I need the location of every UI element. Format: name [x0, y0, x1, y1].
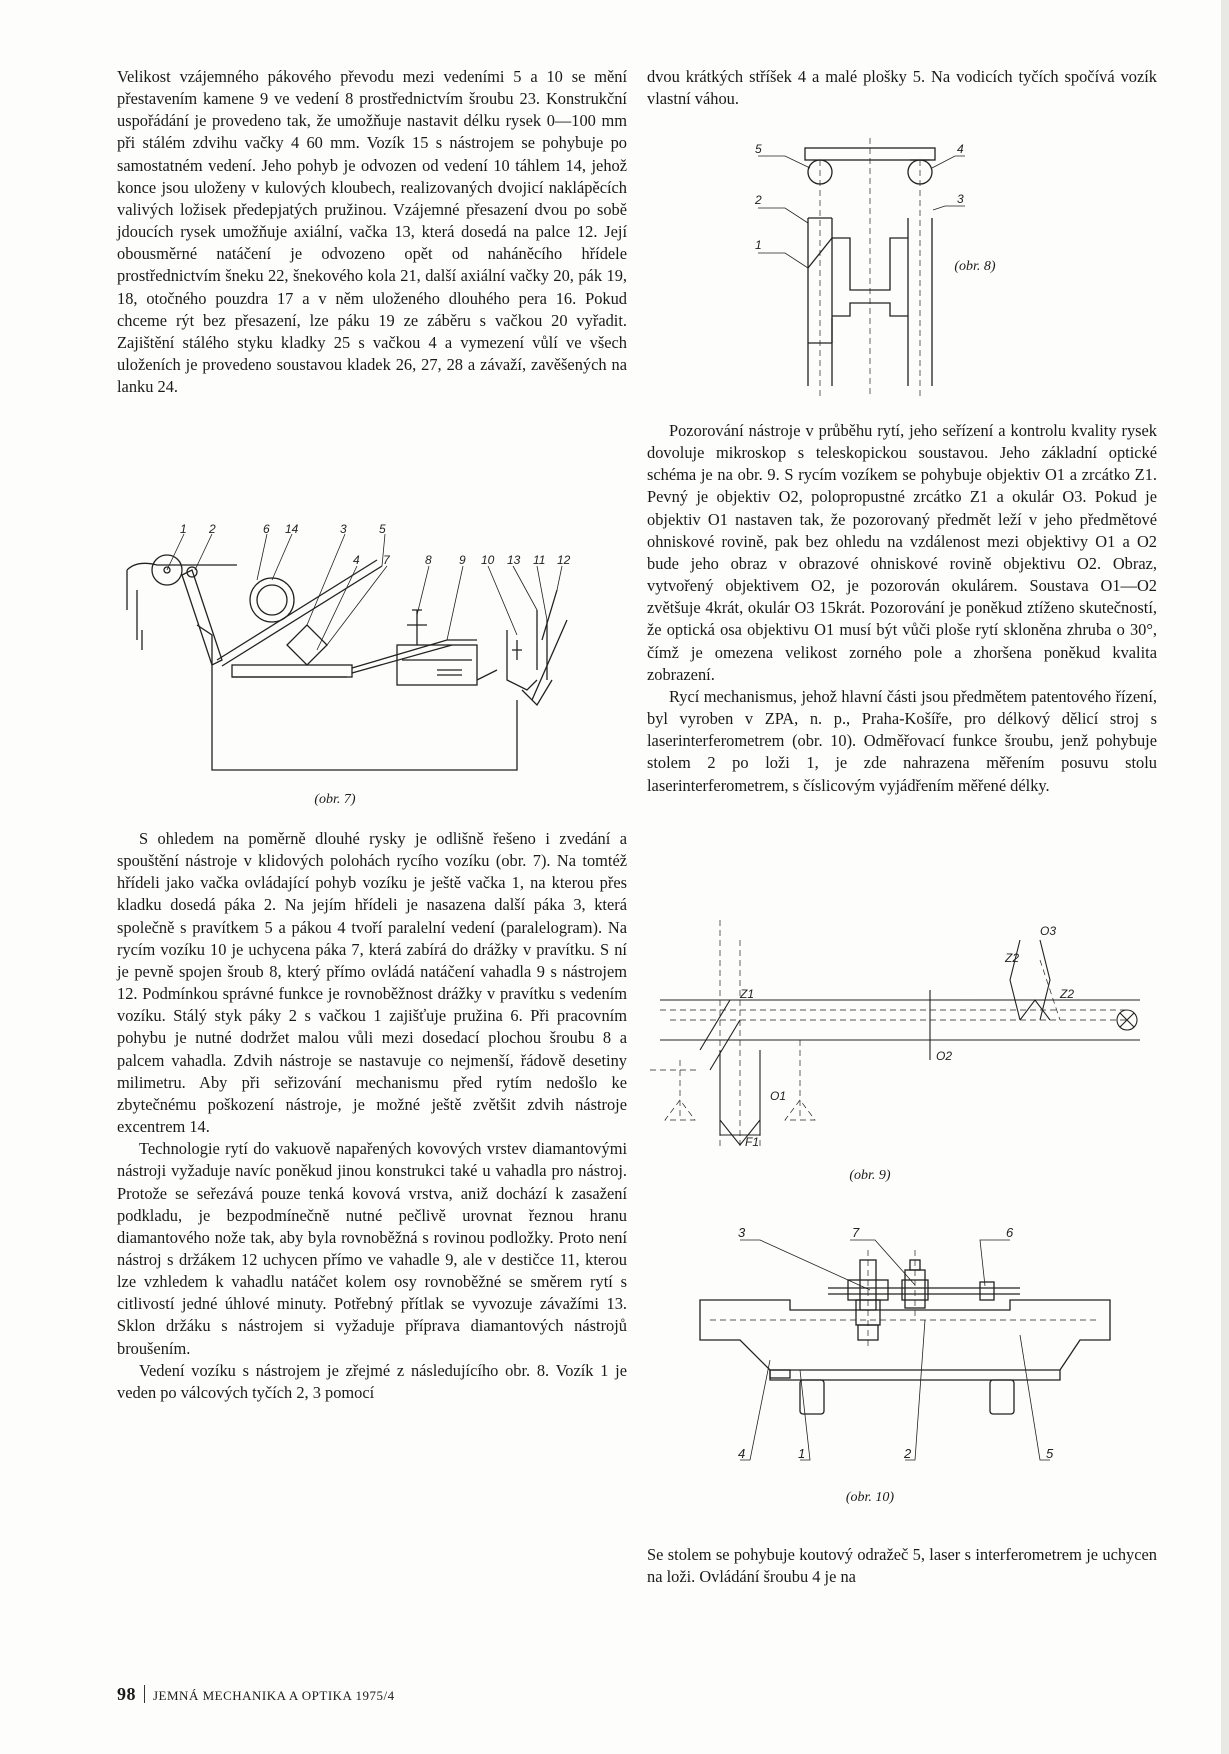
fig8-label-3: 3 [957, 192, 964, 206]
fig10-label-4: 4 [738, 1446, 746, 1461]
left-paragraph-4: Vedení vozíku s nástrojem je zřejmé z následujícího obr. 8. Vozík 1 je veden po válcových tyčích 2, 3 pomocí [117, 1360, 627, 1402]
fig9-label-Z2: Z2 [1060, 987, 1075, 1001]
left-column [117, 66, 627, 398]
fig7-label-5: 5 [379, 522, 386, 536]
right-column-middle [647, 420, 1157, 797]
right-paragraph-2: Pozorování nástroje v průběhu rytí, jeho seřízení a kontrolu kvality rysek dovoluje mikroskop s teleskopickou soustavou. Jeho základní optické schéma je na obr. 9. S rycím vozíkem se pohybuje objektiv O1 a zrcátko Z1. Pevný je objektiv O2, polopropustné zrcátko Z1 a okulár O3. Pokud je objektiv O1 nastaven tak, že pozorovaný předmět leží v jeho předmětové ohniskové rovině, pak bez ohledu na vzdálenost mezi objektivy O1 a O2 bude jeho obraz v obrazové ohniskové rovině objektivu O2. Obraz, vytvořený objektivem O2, je pozorován okulárem. Soustava O1—O2 zvětšuje 4krát, okulár O3 15krát. Pozorování je poněkud ztíženo skutečností, že optická osa objektivu O1 musí být vůči ploše rytí skloněna zhruba o 30°, čímž je omezena velikost zorného pole a zhoršena poněkud kvalita zobrazení. [647, 421, 1157, 684]
left-column-lower [117, 828, 627, 1404]
left-paragraph-3: Technologie rytí do vakuově napařených kovových vrstev diamantovými nástroji vyžaduje navíc poněkud jinou konstrukci také u vahadla pro nástroj. Protože se seřezává pouze tenká kovová vrstva, aniž dochází k zasažení podkladu, je bezpodmínečně nutné pečlivě urovnat řeznou hranu diamantového nože tak, aby byla rovnoběžná s rovinou podložky. Proto není nástroj s držákem 12 uchycen přímo ve vahadle 9, ale v destičce 11, kterou lze vzhledem k vahadlu natáčet kolem osy rovnoběžné se směrem rytí s citlivostí jedné úhlové minuty. Potřebný přítlak se vyvozuje závažími 13. Sklon držáku s nástrojem si vyžaduje příprava diamantových nástrojů broušením. [117, 1139, 627, 1358]
fig9-label-O2: O2 [936, 1049, 953, 1063]
fig8-label-1: 1 [755, 238, 762, 252]
fig7-label-2: 2 [209, 522, 216, 536]
footer-separator [144, 1685, 145, 1703]
journal-name: JEMNÁ MECHANIKA A OPTIKA 1975/4 [153, 1688, 395, 1703]
left-paragraph-2: S ohledem na poměrně dlouhé rysky je odlišně řešeno i zvedání a spouštění nástroje v klidových polohách rycího vozíku (obr. 7). Na tomtéž hřídeli jako vačka ovládající pohyb vozíku je ještě vačka 1, na kterou přes kladku dosedá páka 2. Na jejím hřídeli je nasazena další páka 3, která společně s pravítkem 5 a pákou 4 tvoří paralelní vedení (paralelogram). Na rycím vozíku 10 je uchycena páka 7, která zabírá do drážky v pravítku. S ní je pevně spojen šroub 8, který přímo ovládá natáčení vahadla 9 s nástrojem 12. Podmínkou správné funkce je rovnoběžnost drážky v pravítku s vedením vozíku. Stálý styk páky 2 s vačkou 1 zajišťuje pružina 6. Při pracovním pohybu je nutné dodržet malou vůli mezi dosedací plochou šroubu 8 a palcem vahadla. Zdvih nástroje se nastavuje co nejmenší, řádově desetiny milimetru. Aby při seřizování mechanismu před rytím nedošlo ke zbytečnému poškození nástroje, je možné ještě zvětšit zdvih nástroje excentrem 14. [117, 829, 627, 1137]
fig9-label-F1: F1 [745, 1135, 760, 1149]
fig7-label-7: 7 [383, 553, 390, 567]
fig9-label-Z2-upper: Z2 [1005, 951, 1020, 965]
page-edge-shadow [1221, 0, 1229, 1754]
figure-10-caption: (obr. 10) [845, 1490, 895, 1505]
fig7-label-4: 4 [353, 553, 360, 567]
figure-7-caption: (obr. 7) [314, 792, 356, 807]
page-footer [117, 1684, 395, 1705]
fig10-label-1: 1 [798, 1446, 806, 1461]
right-column-lower [647, 1544, 1157, 1588]
fig7-label-3: 3 [340, 522, 347, 536]
fig7-label-10: 10 [481, 553, 495, 567]
fig10-label-2: 2 [904, 1446, 912, 1461]
figure-9-optical-scheme [640, 920, 1160, 1160]
page-number: 98 [117, 1684, 136, 1704]
figure-8-caption: (obr. 8) [954, 259, 996, 274]
left-paragraph-1: Velikost vzájemného pákového převodu mezi vedeními 5 a 10 se mění přestavením kamene 9 ve vedení 8 prostřednictvím šroubu 23. Konstrukční uspořádání je provedeno tak, že umožňuje nastavit délku rysek 0—100 mm při stálém zdvihu vačky 4 60 mm. Vozík 15 s nástrojem se pohybuje po samostatném vedení. Jeho pohyb je odvozen od vedení 10 táhlem 14, jehož konce jsou uloženy v kulových kloubech, realizovaných dvojicí naklápěcích valivých ložisek předepjatých pružinou. Vzájemné přesazení dvou po sobě jdoucích rysek umožňuje axiální, vačka 13, která dosedá na palce 12. Její obousměrné natáčení je odvozeno opět od naháněcího hřídele prostřednictvím šneku 22, šnekového kola 21, další axiální vačky 20, pák 19, 18, otočného pouzdra 17 a v něm uloženého dlouhého pera 16. Pokud chceme rýt bez přesazení, lze páku 19 ze záběru s vačkou 20 vyřadit. Zajištění stálého styku kladky 25 s vačkou 4 a vymezení vůlí ve všech uloženích je provedeno soustavou kladek 26, 27, 28 a závaží, zavěšených na lanku 24. [117, 67, 627, 397]
fig10-label-7: 7 [852, 1225, 860, 1240]
fig7-label-14: 14 [285, 522, 299, 536]
fig7-label-9: 9 [459, 553, 466, 567]
fig10-label-6: 6 [1006, 1225, 1014, 1240]
right-column [647, 66, 1157, 110]
fig8-label-5: 5 [755, 142, 762, 156]
fig10-label-3: 3 [738, 1225, 746, 1240]
fig8-label-4: 4 [957, 142, 964, 156]
right-paragraph-4: Se stolem se pohybuje koutový odražeč 5, laser s interferometrem je uchycen na loži. Ovládání šroubu 4 je na [647, 1545, 1157, 1587]
fig9-label-Z1: Z1 [740, 987, 755, 1001]
fig10-label-5: 5 [1046, 1446, 1054, 1461]
fig9-label-O3: O3 [1040, 924, 1057, 938]
right-paragraph-3: Rycí mechanismus, jehož hlavní části jsou předmětem patentového řízení, byl vyroben v ZPA, n. p., Praha-Košíře, pro délkový dělicí stroj s laserinterferometrem (obr. 10). Odměřovací funkce šroubu, jenž pohybuje stolem 2 po loži 1, je zde nahrazena měřením posuvu stolu laserinterferometrem, s číslicovým vyjádřením měřené délky. [647, 686, 1157, 795]
figure-7-mechanism-drawing [117, 522, 637, 780]
fig7-label-6: 6 [263, 522, 270, 536]
fig9-label-O1: O1 [770, 1089, 787, 1103]
fig7-label-8: 8 [425, 553, 432, 567]
fig7-label-1: 1 [180, 522, 187, 536]
fig7-label-11: 11 [533, 553, 546, 567]
figure-10-dividing-machine [680, 1210, 1150, 1490]
figure-9-caption: (obr. 9) [849, 1168, 891, 1183]
fig7-label-13: 13 [507, 553, 521, 567]
right-paragraph-1: dvou krátkých stříšek 4 a malé plošky 5. Na vodicích tyčích spočívá vozík vlastní váhou. [647, 67, 1157, 109]
fig7-label-12: 12 [557, 553, 571, 567]
fig8-label-2: 2 [755, 193, 762, 207]
